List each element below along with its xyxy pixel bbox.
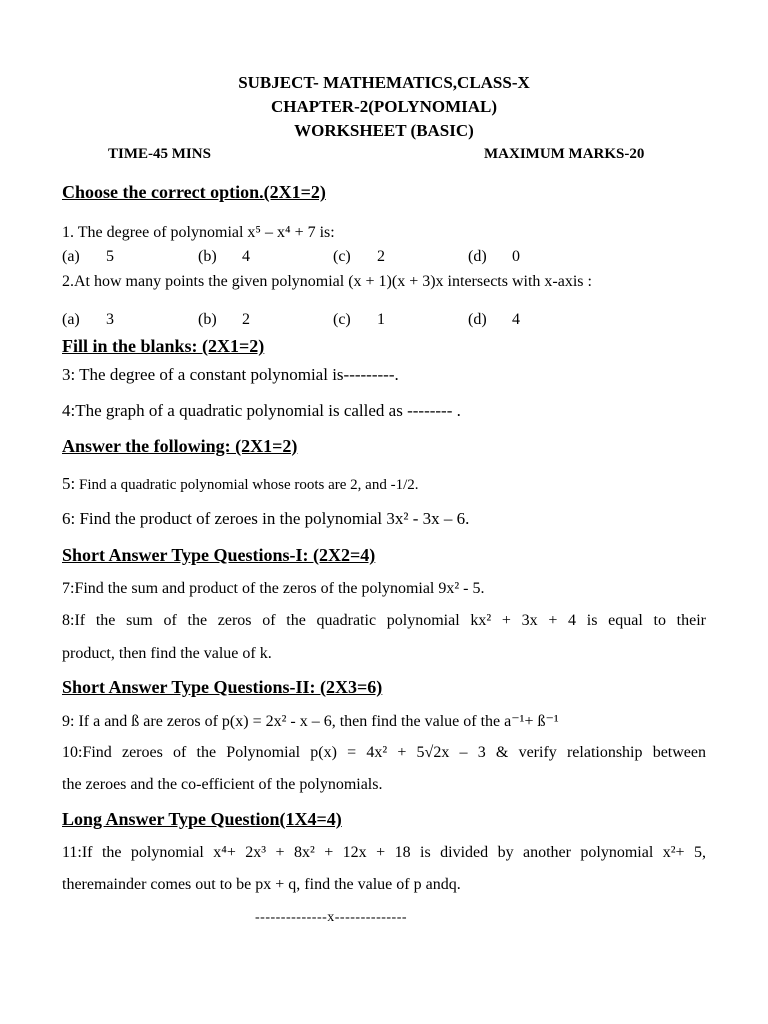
- worksheet-title: WORKSHEET (BASIC): [294, 121, 474, 140]
- option-value: 4: [242, 248, 250, 265]
- option-label: (d): [468, 248, 487, 265]
- section-short-answer-2-heading: Short Answer Type Questions-II: (2X3=6): [62, 677, 383, 697]
- question-11-line-2: theremainder comes out to be px + q, find the value of p andq.: [62, 876, 461, 893]
- question-8-line-2: product, then find the value of k.: [62, 645, 272, 662]
- max-marks-label: MAXIMUM MARKS-20: [484, 146, 645, 162]
- question-4: 4:The graph of a quadratic polynomial is called as -------- .: [62, 401, 461, 420]
- question-3: 3: The degree of a constant polynomial is---------.: [62, 365, 399, 384]
- section-fill-blanks-heading: Fill in the blanks: (2X1=2): [62, 336, 265, 356]
- option-label: (c): [333, 248, 351, 265]
- option-label: (b): [198, 248, 217, 265]
- question-9: 9: If a and ß are zeros of p(x) = 2x² - x – 6, then find the value of the a⁻¹+ ß⁻¹: [62, 713, 559, 730]
- option-value: 3: [106, 311, 114, 328]
- question-1: 1. The degree of polynomial x⁵ – x⁴ + 7 is:: [62, 224, 335, 241]
- question-6: 6: Find the product of zeroes in the polynomial 3x² - 3x – 6.: [62, 509, 470, 528]
- question-5-text: Find a quadratic polynomial whose roots are 2, and -1/2.: [75, 477, 419, 493]
- option-label: (a): [62, 311, 80, 328]
- question-8-line-1: 8:If the sum of the zeros of the quadratic polynomial kx² + 3x + 4 is equal to their: [62, 612, 706, 629]
- chapter-title: CHAPTER-2(POLYNOMIAL): [270, 97, 498, 116]
- option-value: 0: [512, 248, 520, 265]
- option-label: (b): [198, 311, 217, 328]
- question-7: 7:Find the sum and product of the zeros of the polynomial 9x² - 5.: [62, 580, 485, 597]
- question-10-line-2: the zeroes and the co-efficient of the polynomials.: [62, 776, 383, 793]
- option-label: (d): [468, 311, 487, 328]
- option-value: 2: [242, 311, 250, 328]
- section-mcq-heading: Choose the correct option.(2X1=2): [62, 182, 326, 202]
- option-label: (a): [62, 248, 80, 265]
- option-label: (c): [333, 311, 351, 328]
- option-value: 5: [106, 248, 114, 265]
- section-short-answer-1-heading: Short Answer Type Questions-I: (2X2=4): [62, 545, 376, 565]
- question-10-line-1: 10:Find zeroes of the Polynomial p(x) = 4x² + 5√2x – 3 & verify relationship between: [62, 744, 706, 761]
- section-long-answer-heading: Long Answer Type Question(1X4=4): [62, 809, 342, 829]
- option-value: 2: [377, 248, 385, 265]
- section-answer-heading: Answer the following: (2X1=2): [62, 436, 298, 456]
- question-2: 2.At how many points the given polynomial (x + 1)(x + 3)x intersects with x-axis :: [62, 273, 592, 290]
- option-value: 4: [512, 311, 520, 328]
- question-11-line-1: 11:If the polynomial x⁴+ 2x³ + 8x² + 12x + 18 is divided by another polynomial x²+ 5,: [62, 844, 706, 861]
- subject-title: SUBJECT- MATHEMATICS,CLASS-X: [238, 73, 530, 92]
- question-5: [62, 474, 419, 494]
- option-value: 1: [377, 311, 385, 328]
- question-5-number: 5:: [62, 474, 76, 493]
- end-divider: --------------x--------------: [255, 910, 408, 925]
- time-label: TIME-45 MINS: [108, 146, 211, 162]
